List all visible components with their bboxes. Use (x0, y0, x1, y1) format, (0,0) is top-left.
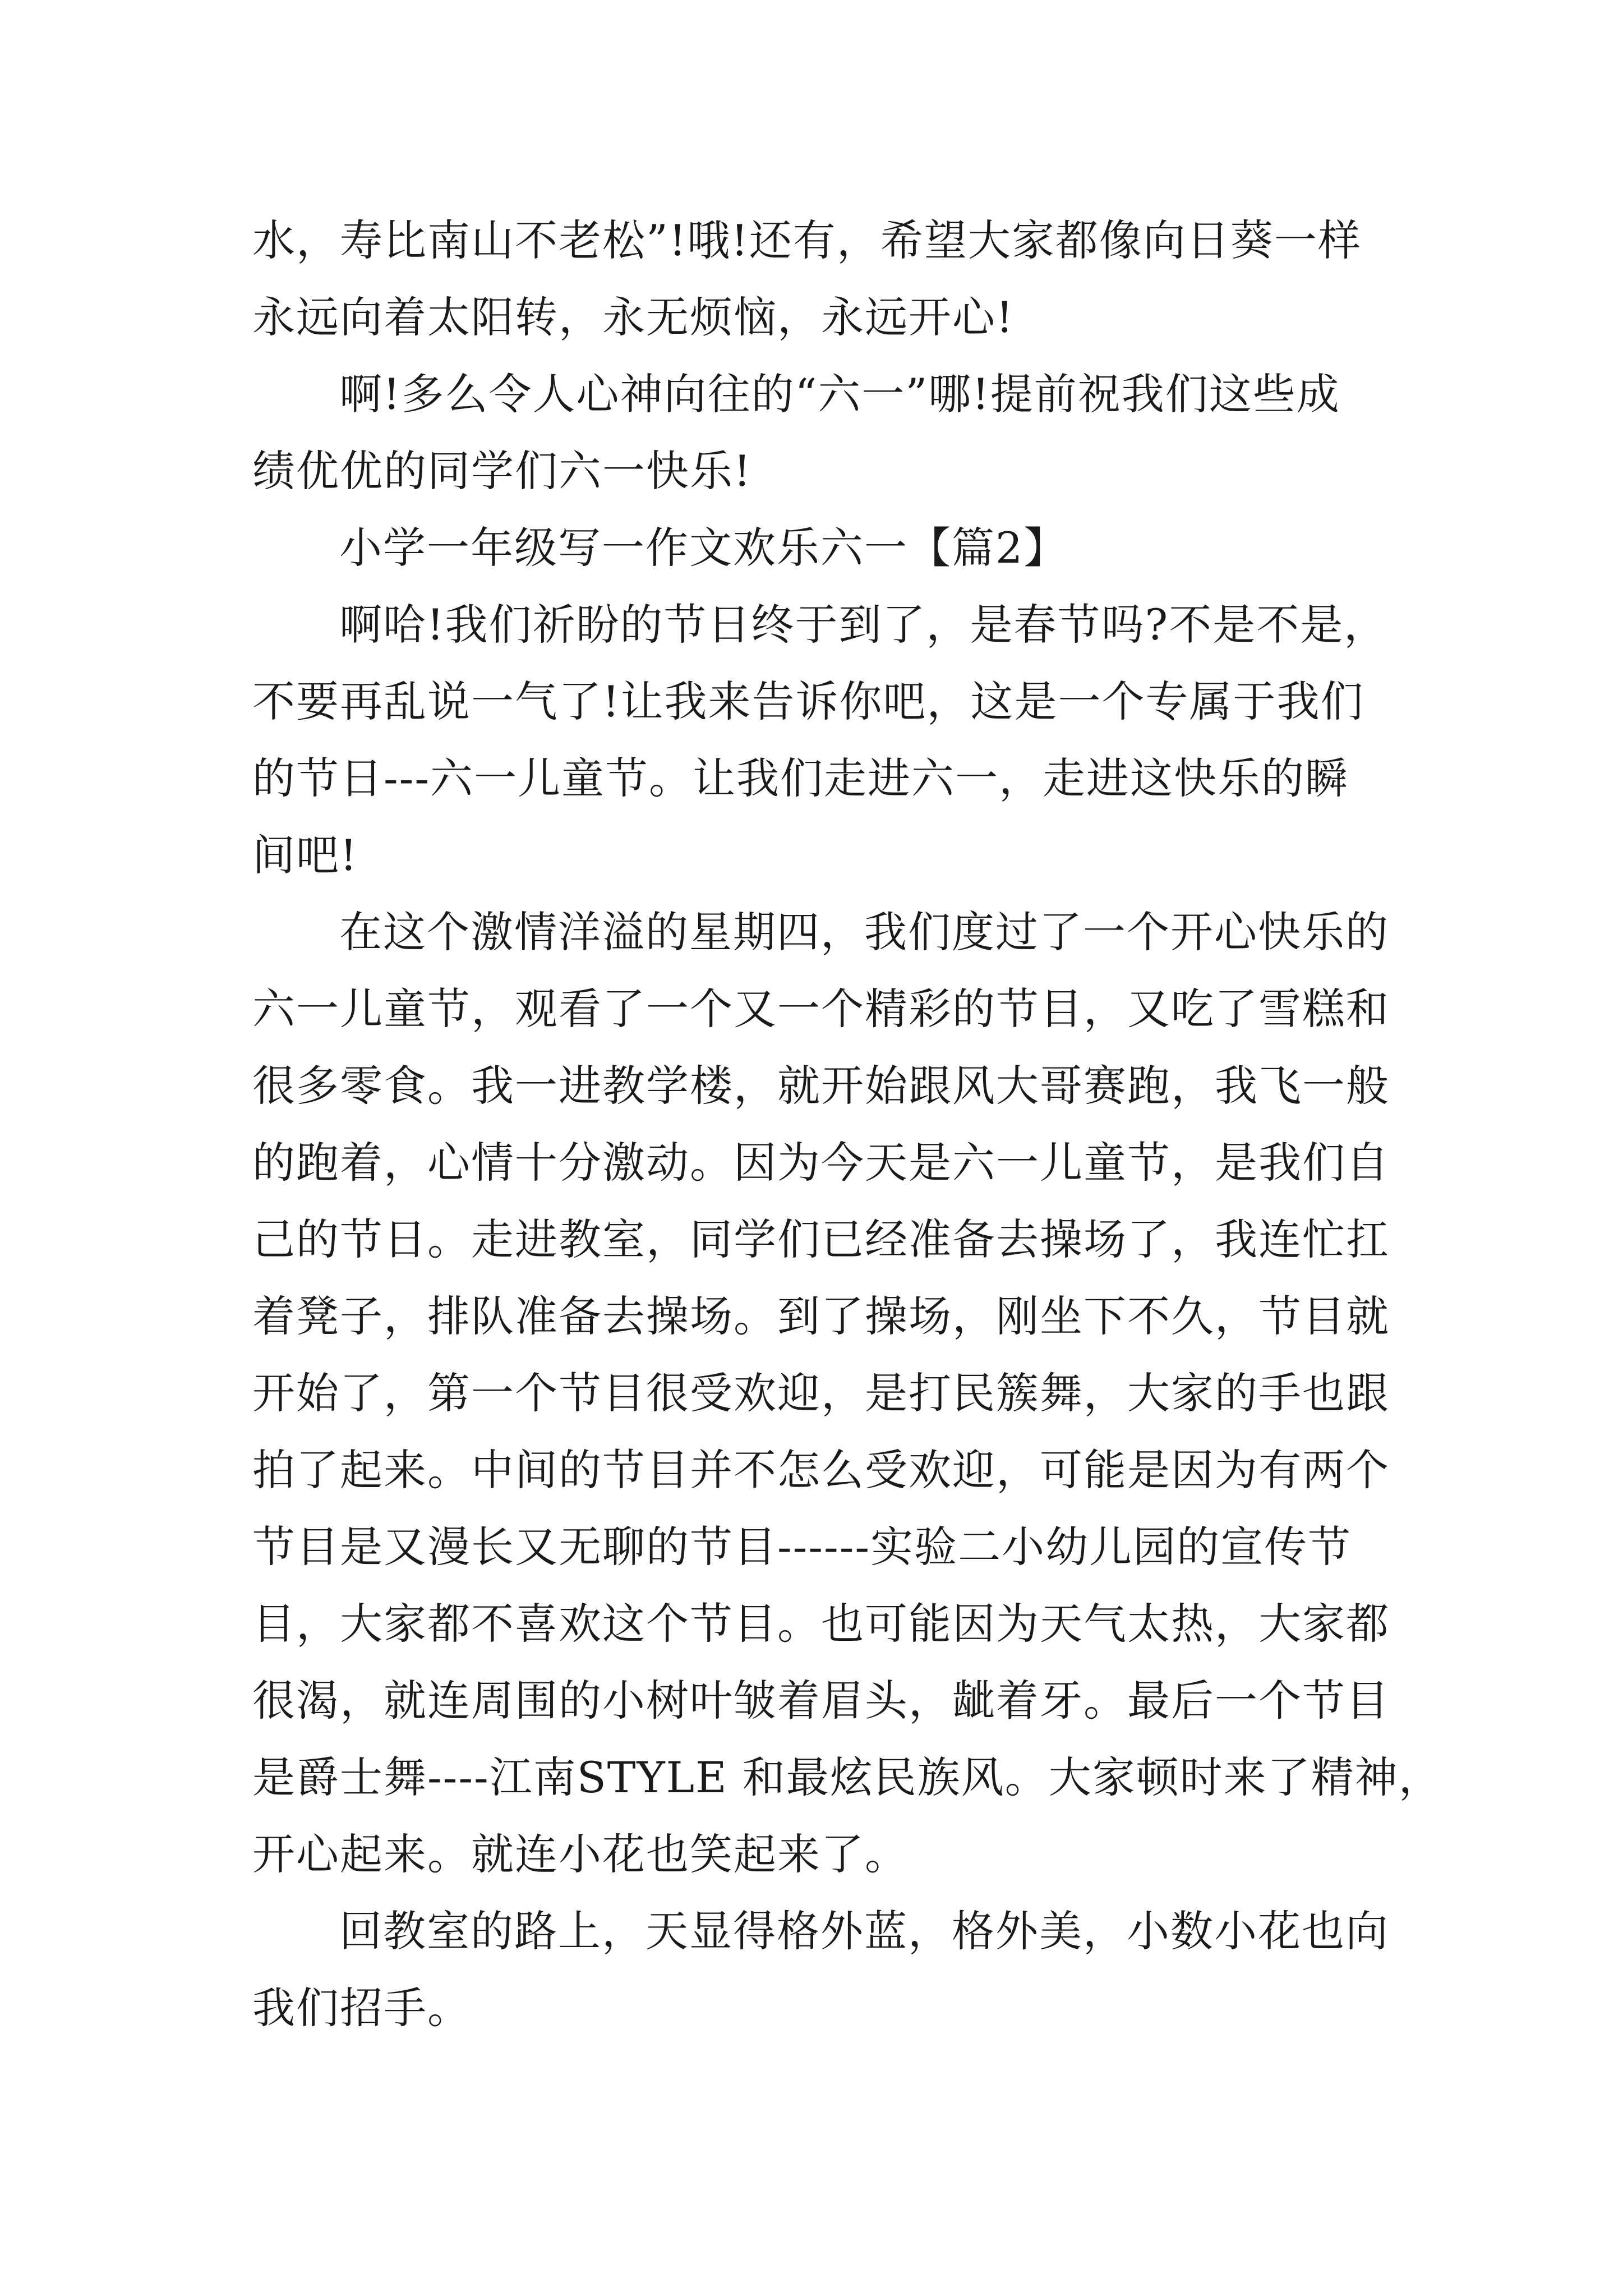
text-line: 拍了起来。中间的节目并不怎么受欢迎，可能是因为有两个 (252, 1445, 1390, 1495)
text-line: 开心起来。就连小花也笑起来了。 (252, 1829, 909, 1879)
text-line: 己的节日。走进教室，同学们已经准备去操场了，我连忙扛 (252, 1214, 1390, 1264)
text-line: 节目是又漫长又无聊的节目------实验二小幼儿园的宣传节 (252, 1522, 1352, 1572)
text-line: 很多零食。我一进教学楼，就开始跟风大哥赛跑，我飞一般 (252, 1061, 1390, 1111)
text-line: 不要再乱说一气了!让我来告诉你吧，这是一个专属于我们 (252, 677, 1364, 726)
text-line: 是爵士舞----江南STYLE 和最炫民族风。大家顿时来了精神， (252, 1752, 1442, 1802)
document-page (252, 202, 1442, 2046)
text-line: 间吧! (252, 830, 358, 880)
text-line: 回教室的路上，天显得格外蓝，格外美，小数小花也向 (339, 1906, 1389, 1956)
text-line: 目，大家都不喜欢这个节目。也可能因为天气太热，大家都 (252, 1599, 1390, 1649)
text-line: 的节日---六一儿童节。让我们走进六一，走进这快乐的瞬 (252, 753, 1349, 803)
text-line: 永远向着太阳转，永无烦恼，永远开心! (252, 292, 1015, 342)
text-line: 啊!多么令人心神向往的“六一”哪!提前祝我们这些成 (339, 369, 1340, 419)
text-line: 很渴，就连周围的小树叶皱着眉头，龇着牙。最后一个节目 (252, 1676, 1390, 1726)
section-heading: 小学一年级写一作文欢乐六一【篇2】 (339, 523, 1068, 573)
text-line: 绩优优的同学们六一快乐! (252, 446, 752, 496)
text-line: 水，寿比南山不老松”!哦!还有，希望大家都像向日葵一样 (252, 215, 1362, 265)
text-line: 啊哈!我们祈盼的节日终于到了，是春节吗?不是不是， (339, 600, 1388, 650)
text-line: 我们招手。 (252, 1983, 471, 2033)
text-line: 着凳子，排队准备去操场。到了操场，刚坐下不久，节目就 (252, 1291, 1390, 1341)
text-line: 在这个激情洋溢的星期四，我们度过了一个开心快乐的 (339, 907, 1389, 957)
text-line: 六一儿童节，观看了一个又一个精彩的节目，又吃了雪糕和 (252, 984, 1390, 1034)
text-line: 的跑着，心情十分激动。因为今天是六一儿童节，是我们自 (252, 1138, 1390, 1188)
text-line: 开始了，第一个节目很受欢迎，是打民簇舞，大家的手也跟 (252, 1368, 1390, 1418)
